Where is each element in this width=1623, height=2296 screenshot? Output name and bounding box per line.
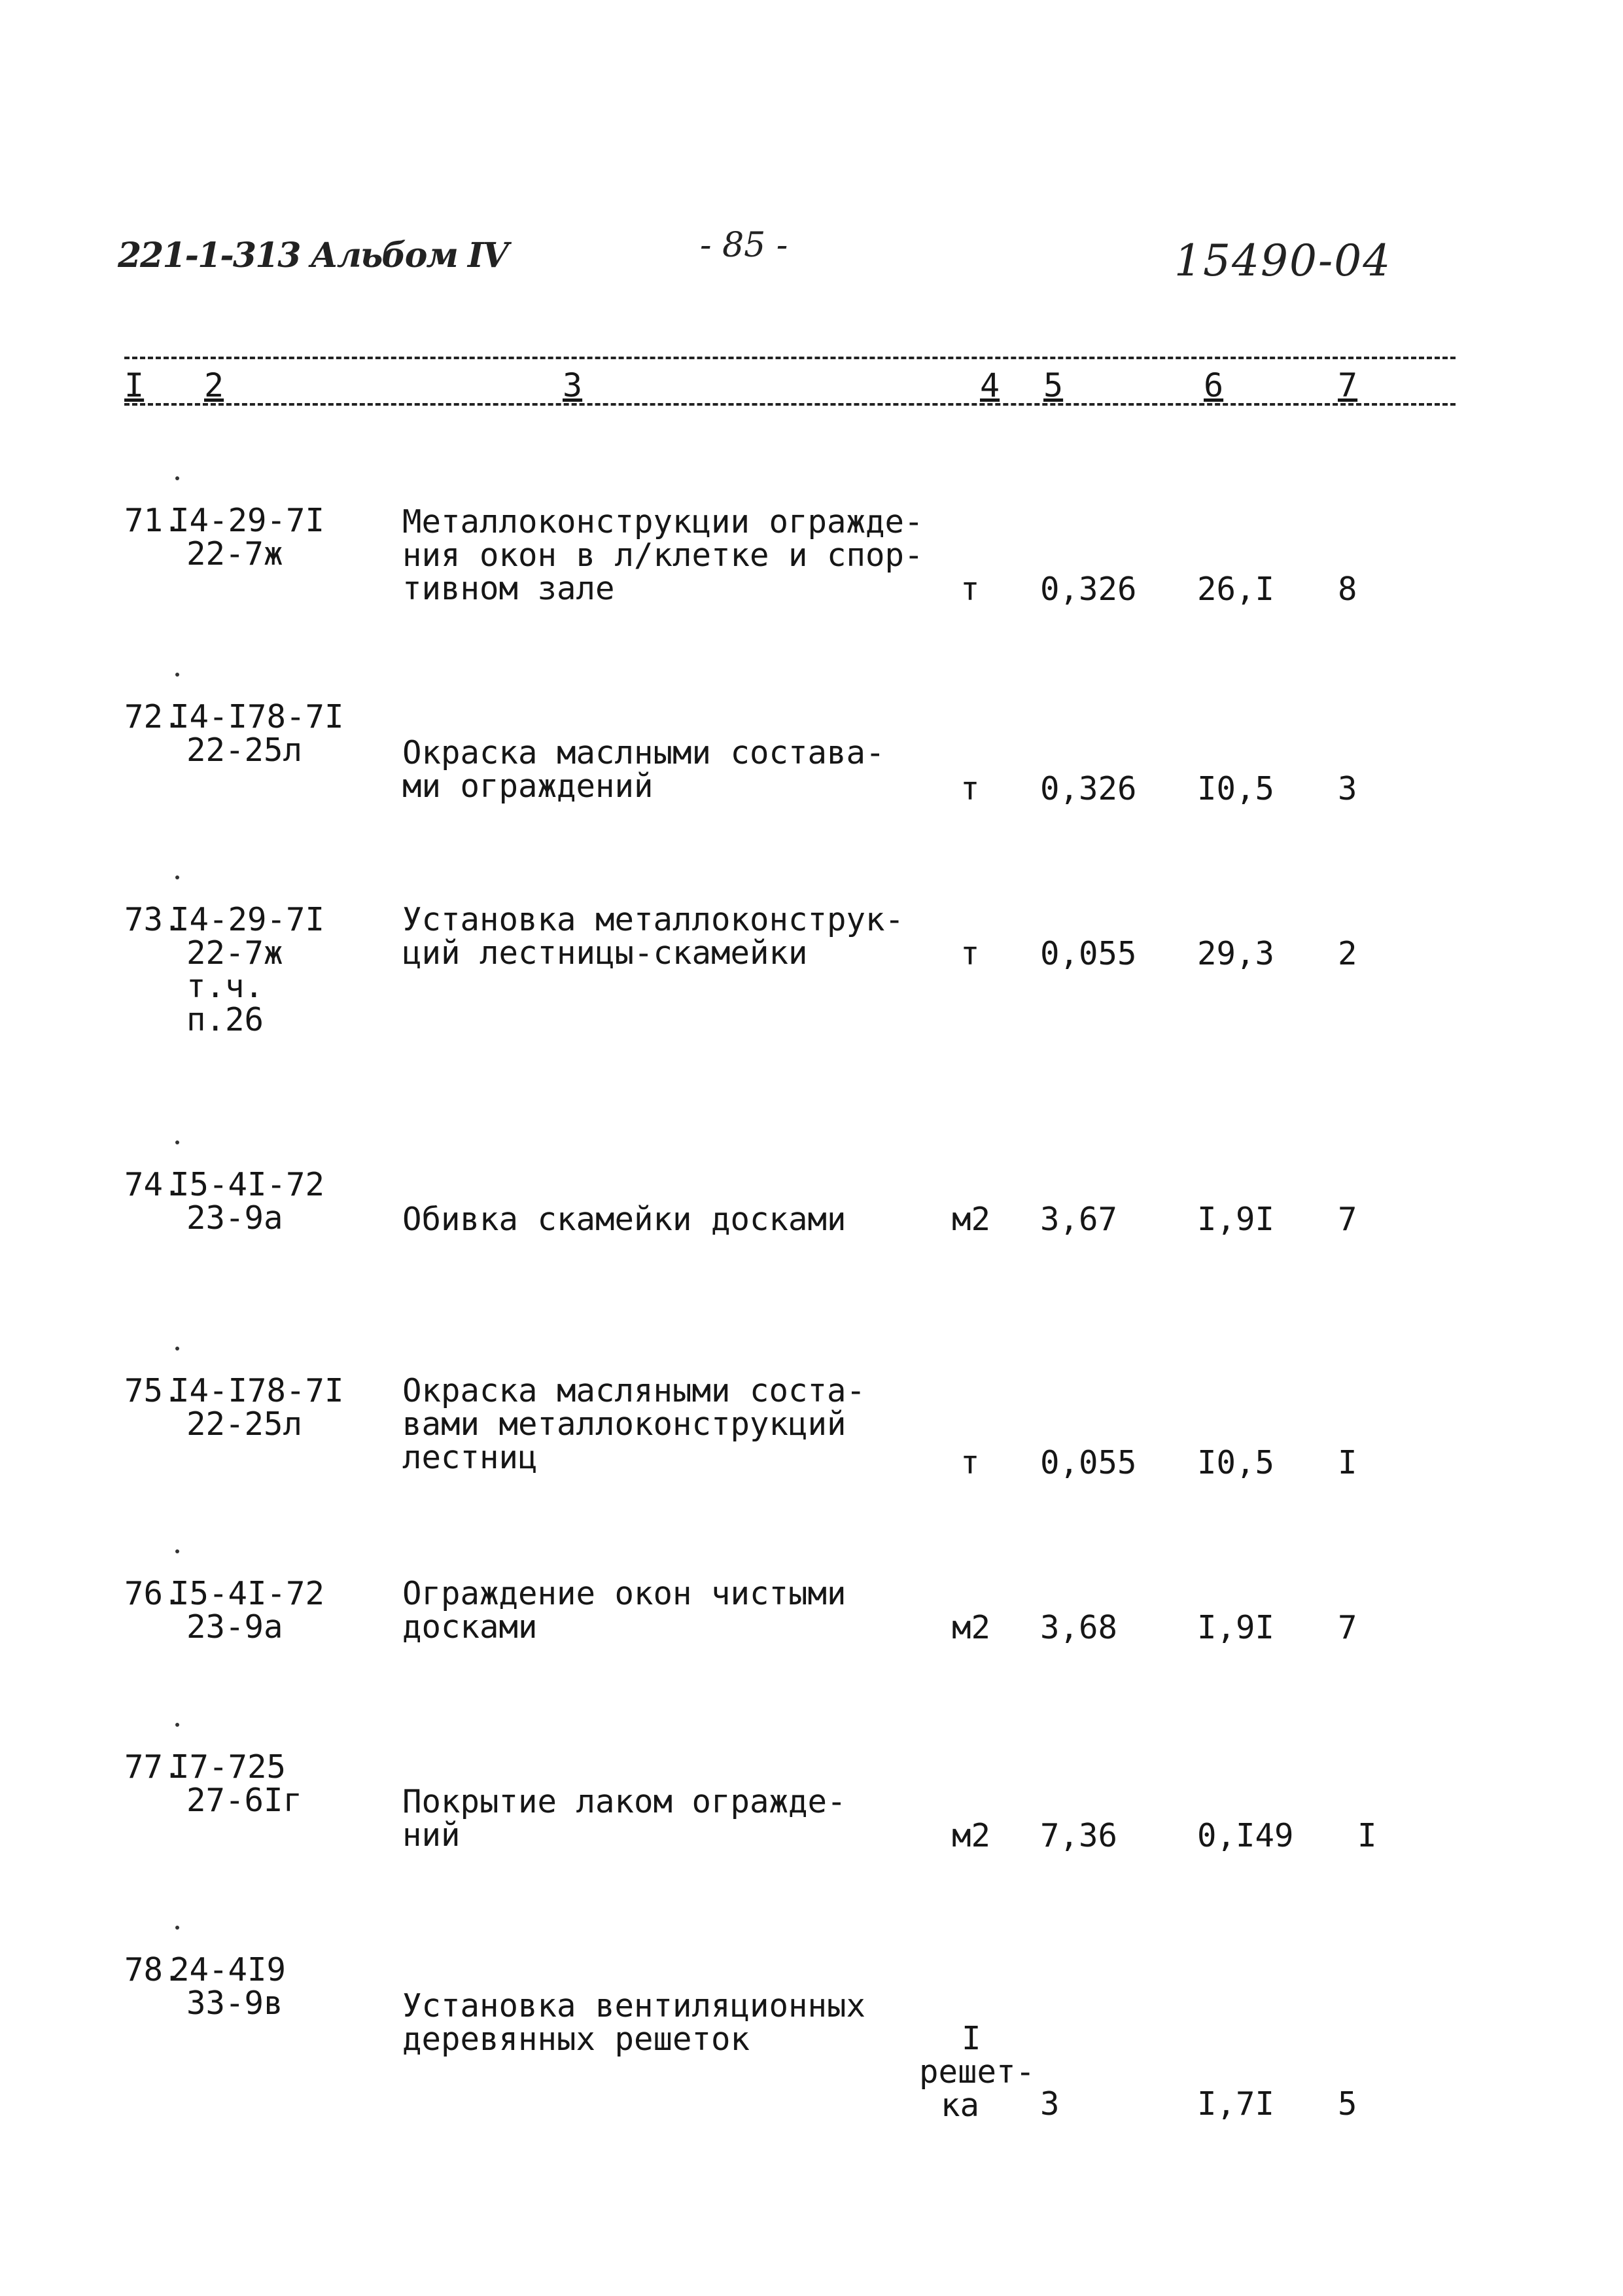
norm-code: I4-29-7I [170,901,325,938]
work-description: тивном зале [402,570,615,607]
row-mark [175,1140,179,1144]
page-number: - 85 - [700,226,788,265]
row-mark [175,1723,179,1727]
column-dashed-rule [124,403,1456,406]
work-description: Ограждение окон чистыми [402,1575,846,1612]
unit: т [960,935,980,972]
norm-code: 23-9а [186,1608,283,1646]
column-7-value: 5 [1338,2085,1357,2123]
row-number: 72. [124,698,183,735]
unit-price: I,7I [1197,2085,1275,2123]
unit: решет- [919,2053,1036,2091]
unit-price: I0,5 [1197,1444,1275,1481]
unit: м2 [952,1609,991,1646]
unit: т [960,1444,980,1481]
norm-code: I4-29-7I [170,502,325,539]
unit-price: 0,I49 [1197,1817,1294,1854]
document-code: 221-1-313 Альбом IV [118,236,508,275]
work-description: ния окон в л/клетке и спор- [402,537,924,574]
column-7-value: I [1357,1817,1377,1854]
unit-price: I0,5 [1197,770,1275,807]
unit: I [962,2020,981,2057]
row-number: 76. [124,1575,183,1612]
column-7-value: 8 [1338,571,1357,608]
norm-code: 27-6Iг [186,1782,303,1819]
quantity: 3,67 [1040,1201,1118,1238]
row-number: 73. [124,901,183,938]
column-7-value: 2 [1338,935,1357,972]
row-mark [175,1347,179,1351]
quantity: 7,36 [1040,1817,1118,1854]
unit-price: 29,3 [1197,935,1275,972]
norm-code: I4-I78-7I [170,1372,344,1409]
work-description: Установка вентиляционных [402,1987,866,2024]
quantity: 0,326 [1040,571,1137,608]
norm-code: 22-25л [186,732,303,769]
unit: ка [941,2087,980,2124]
inventory-number: 15490-04 [1174,236,1392,286]
column-7-value: 7 [1338,1609,1357,1646]
quantity: 0,055 [1040,1444,1137,1481]
quantity: 0,055 [1040,935,1137,972]
quantity: 0,326 [1040,770,1137,807]
work-description: досками [402,1608,538,1646]
work-description: Установка металлоконструк- [402,901,905,938]
work-description: Металлоконструкции огражде- [402,503,924,540]
work-description: ми ограждений [402,768,654,805]
row-mark [175,875,179,879]
norm-code: 23-9а [186,1199,283,1237]
norm-code: I5-4I-72 [170,1575,325,1612]
norm-code: п.26 [186,1001,264,1038]
row-mark [175,673,179,677]
unit: м2 [952,1201,991,1238]
row-mark [175,1549,179,1553]
unit: т [960,770,980,807]
column-header-1: I [124,366,145,404]
work-description: Обивка скамейки досками [402,1201,846,1238]
work-description: ций лестницы-скамейки [402,934,808,972]
norm-code: I7-725 [170,1748,287,1786]
unit-price: 26,I [1197,571,1275,608]
column-header-2: 2 [204,366,224,404]
norm-code: т.ч. [186,968,264,1005]
row-number: 75. [124,1372,183,1409]
row-mark [175,1926,179,1930]
norm-code: 33-9в [186,1985,283,2022]
column-7-value: I [1338,1444,1357,1481]
norm-code: 22-25л [186,1405,303,1443]
column-header-6: 6 [1204,366,1224,404]
quantity: 3 [1040,2085,1060,2123]
row-mark [175,476,179,480]
column-header-7: 7 [1338,366,1358,404]
work-description: Окраска масляными соста- [402,1372,866,1409]
norm-code: 24-4I9 [170,1951,287,1988]
unit: т [960,571,980,608]
norm-code: I5-4I-72 [170,1166,325,1203]
column-header-5: 5 [1043,366,1064,404]
norm-code: 22-7ж [186,535,283,573]
unit-price: I,9I [1197,1609,1275,1646]
column-header-4: 4 [980,366,1000,404]
column-7-value: 3 [1338,770,1357,807]
work-description: ний [402,1816,461,1854]
work-description: деревянных решеток [402,2021,750,2058]
work-description: лестниц [402,1439,538,1476]
row-number: 74. [124,1166,183,1203]
unit-price: I,9I [1197,1201,1275,1238]
column-7-value: 7 [1338,1201,1357,1238]
norm-code: I4-I78-7I [170,698,344,735]
row-number: 77. [124,1748,183,1786]
norm-code: 22-7ж [186,934,283,972]
column-header-3: 3 [563,366,583,404]
top-dashed-rule [124,357,1456,359]
row-number: 78. [124,1951,183,1988]
quantity: 3,68 [1040,1609,1118,1646]
row-number: 71. [124,502,183,539]
work-description: вами металлоконструкций [402,1405,846,1443]
work-description: Покрытие лаком огражде- [402,1783,846,1820]
work-description: Окраска маслными состава- [402,734,885,771]
unit: м2 [952,1817,991,1854]
